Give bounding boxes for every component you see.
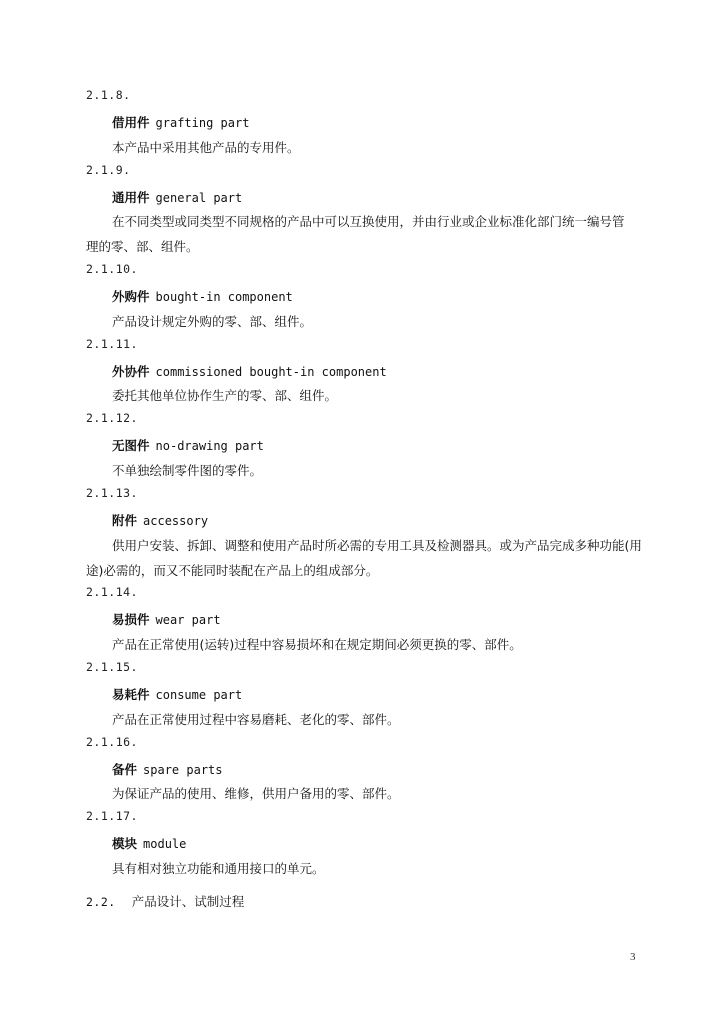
- section-number: 2.2.: [86, 895, 116, 909]
- term-heading: [112, 362, 387, 380]
- term-definition: 供用户安装、拆卸、调整和使用产品时所必需的专用工具及检测器具。或为产品完成多种功能(用: [112, 538, 642, 553]
- term-english: wear part: [155, 613, 221, 627]
- clause-number: 2.1.10.: [86, 262, 138, 276]
- term-chinese: 易耗件: [112, 687, 150, 702]
- term-definition: 不单独绘制零件图的零件。: [112, 463, 263, 478]
- clause-number: 2.1.15.: [86, 660, 138, 674]
- term-english: general part: [155, 191, 243, 205]
- section-heading: [86, 892, 244, 910]
- clause-number: 2.1.17.: [86, 809, 138, 823]
- term-heading: [112, 685, 242, 703]
- clause-number: 2.1.16.: [86, 735, 138, 749]
- term-heading: [112, 511, 208, 529]
- term-english: no-drawing part: [155, 439, 264, 453]
- term-definition: 具有相对独立功能和通用接口的单元。: [112, 861, 325, 876]
- page-number: 3: [630, 951, 636, 963]
- term-english: grafting part: [155, 116, 250, 130]
- term-chinese: 借用件: [112, 115, 150, 130]
- clause-number: 2.1.12.: [86, 411, 138, 425]
- term-english: accessory: [143, 514, 209, 528]
- term-heading: [112, 834, 186, 852]
- term-definition-continued: 途)必需的，而又不能同时装配在产品上的组成部分。: [86, 563, 379, 578]
- term-definition-continued: 理的零、部、组件。: [86, 239, 199, 254]
- term-heading: [112, 113, 249, 131]
- term-definition: 在不同类型或同类型不同规格的产品中可以互换使用，并由行业或企业标准化部门统一编号管: [112, 214, 625, 229]
- term-chinese: 无图件: [112, 438, 150, 453]
- term-definition: 委托其他单位协作生产的零、部、组件。: [112, 388, 338, 403]
- term-chinese: 模块: [112, 836, 138, 851]
- term-english: consume part: [155, 688, 243, 702]
- term-english: commissioned bought-in component: [155, 365, 387, 379]
- clause-number: 2.1.11.: [86, 337, 138, 351]
- clause-number: 2.1.13.: [86, 486, 138, 500]
- term-definition: 本产品中采用其他产品的专用件。: [112, 140, 300, 155]
- term-chinese: 易损件: [112, 612, 150, 627]
- clause-number: 2.1.9.: [86, 163, 131, 177]
- term-chinese: 备件: [112, 762, 138, 777]
- term-heading: [112, 188, 242, 206]
- term-chinese: 通用件: [112, 190, 150, 205]
- term-english: bought-in component: [155, 290, 293, 304]
- term-english: spare parts: [143, 763, 223, 777]
- term-definition: 为保证产品的使用、维修，供用户备用的零、部件。: [112, 786, 400, 801]
- term-heading: [112, 610, 221, 628]
- term-heading: [112, 287, 293, 305]
- term-heading: [112, 436, 264, 454]
- term-chinese: 外购件: [112, 289, 150, 304]
- term-definition: 产品在正常使用过程中容易磨耗、老化的零、部件。: [112, 712, 400, 727]
- term-definition: 产品在正常使用(运转)过程中容易损坏和在规定期间必须更换的零、部件。: [112, 637, 522, 652]
- term-english: module: [143, 837, 187, 851]
- clause-number: 2.1.14.: [86, 585, 138, 599]
- clause-number: 2.1.8.: [86, 88, 131, 102]
- term-chinese: 外协件: [112, 364, 150, 379]
- section-title: 产品设计、试制过程: [131, 894, 245, 909]
- term-chinese: 附件: [112, 513, 138, 528]
- term-heading: [112, 760, 223, 778]
- term-definition: 产品设计规定外购的零、部、组件。: [112, 314, 313, 329]
